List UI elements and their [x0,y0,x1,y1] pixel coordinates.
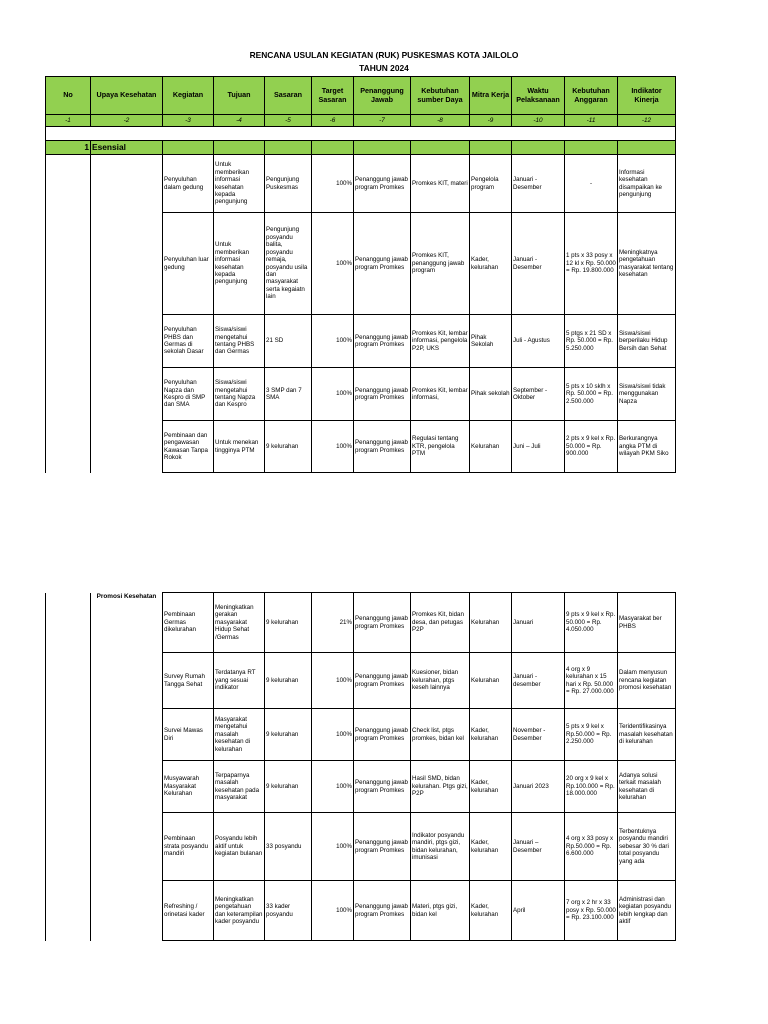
kegiatan-cell: Survey Rumah Tangga Sehat [163,653,214,709]
mitra-cell: Kader, kelurahan [470,881,512,941]
col-header-pj: Penanggung Jawab [354,77,411,115]
waktu-cell: April [512,881,565,941]
target-cell: 100% [312,368,354,421]
kegiatan-cell: Pembinaan dan pengawasan Kawasan Tanpa Rokok [163,421,214,473]
sasaran-cell: 3 SMP dan 7 SMA [265,368,312,421]
col-header-target: Target Sasaran [312,77,354,115]
waktu-cell: Juli - Agustus [512,315,565,368]
upaya-cell [91,813,163,881]
waktu-cell: Januari – Desember [512,813,565,881]
anggaran-cell: 5 pts x 10 sklh x Rp. 50.000 = Rp. 2.500.000 [565,368,618,421]
no-cell [46,881,91,941]
indikator-cell: Administrasi dan kegiatan posyandu lebih lengkap dan aktif [618,881,676,941]
sumber-cell: Hasil SMD, bidan kelurahan. Ptgs gizi, P2P [411,761,470,813]
pj-cell: Penanggung jawab program Promkes [354,421,411,473]
table-row [46,653,676,709]
indikator-cell: Berkurangnya angka PTM di wilayah PKM Siko [618,421,676,473]
no-cell [46,653,91,709]
tujuan-cell: Siswa/siswi mengetahui tentang PHBS dan Germas [214,315,265,368]
pj-cell: Penanggung jawab program Promkes [354,155,411,213]
upaya-cell [91,881,163,941]
upaya-cell [91,213,163,315]
sasaran-cell: Pengunjung posyandu balita, posyandu remaja, posyandu usila dan masyarakat serta kegaiatn lain [265,213,312,315]
tujuan-cell: Terpaparnya masalah kesehatan pada masyarakat [214,761,265,813]
pj-cell: Penanggung jawab program Promkes [354,653,411,709]
indikator-cell: Meningkatnya pengetahuan masyarakat tentang kesehatan [618,213,676,315]
tujuan-cell: Untuk memberikan informasi kesehatan kepada pengunjung [214,213,265,315]
target-cell: 100% [312,213,354,315]
target-cell: 21% [312,593,354,653]
sasaran-cell: 33 posyandu [265,813,312,881]
sasaran-cell: 9 kelurahan [265,761,312,813]
tujuan-cell: Untuk memberikan informasi kesehatan kepada pengunjung [214,155,265,213]
sasaran-cell: 21 SD [265,315,312,368]
section-cell [512,141,565,155]
no-cell [46,709,91,761]
col-header-anggaran: Kebutuhan Anggaran [565,77,618,115]
section-cell [618,141,676,155]
pj-cell: Penanggung jawab program Promkes [354,709,411,761]
sumber-cell: Promkes KIT, penanggung jawab program [411,213,470,315]
target-cell: 100% [312,421,354,473]
pj-cell: Penanggung jawab program Promkes [354,213,411,315]
pj-cell: Penanggung jawab program Promkes [354,593,411,653]
section-cell [411,141,470,155]
sumber-cell: Materi, ptgs gizi, bidan kel [411,881,470,941]
anggaran-cell: 2 pts x 9 kel x Rp. 50.000 = Rp. 900.000 [565,421,618,473]
tujuan-cell: Meningkatkan gerakan masyarakat Hidup Sehat /Germas [214,593,265,653]
mitra-cell: Kader, kelurahan [470,813,512,881]
no-cell [46,813,91,881]
col-header-sasaran: Sasaran [265,77,312,115]
section-cell [312,141,354,155]
no-cell [46,593,91,653]
col-number: -3 [163,115,214,127]
kegiatan-cell: Pembinaan Germas dikelurahan [163,593,214,653]
spacer-row [46,127,676,141]
col-number: -7 [354,115,411,127]
col-number: -2 [91,115,163,127]
sasaran-cell: 9 kelurahan [265,593,312,653]
kegiatan-cell: Penyuluhan luar gedung [163,213,214,315]
col-header-mitra: Mitra Kerja [470,77,512,115]
upaya-cell: Promosi Kesehatan [91,593,163,653]
spacer-cell [46,127,676,141]
anggaran-cell: 20 org x 9 kel x Rp.100.000 = Rp. 18.000.000 [565,761,618,813]
indikator-cell: Masyarakat ber PHBS [618,593,676,653]
mitra-cell: Kader, kelurahan [470,709,512,761]
col-number: -5 [265,115,312,127]
indikator-cell: Adanya solusi terkait masalah kesehatan di kelurahan [618,761,676,813]
table-row [46,368,676,421]
anggaran-cell: 5 ptgs x 21 SD x Rp. 50.000 = Rp. 5.250.000 [565,315,618,368]
no-cell [46,155,91,213]
col-number: -11 [565,115,618,127]
section-cell [214,141,265,155]
target-cell: 100% [312,315,354,368]
waktu-cell: Juni – Juli [512,421,565,473]
tujuan-cell: Siswa/siswi mengetahui tentang Napza dan Kespro [214,368,265,421]
section-name: Esensial [91,141,163,155]
no-cell [46,761,91,813]
pj-cell: Penanggung jawab program Promkes [354,881,411,941]
upaya-cell [91,709,163,761]
col-number: -12 [618,115,676,127]
col-number: -6 [312,115,354,127]
sasaran-cell: 9 kelurahan [265,421,312,473]
col-header-upaya: Upaya Kesehatan [91,77,163,115]
mitra-cell: Kader, kelurahan [470,213,512,315]
waktu-cell: Januari 2023 [512,761,565,813]
col-header-kegiatan: Kegiatan [163,77,214,115]
section-cell [354,141,411,155]
column-number-row [46,115,676,127]
table-row [46,593,676,653]
upaya-cell [91,653,163,709]
page-title: RENCANA USULAN KEGIATAN (RUK) PUSKESMAS KOTA JAILOLO [249,50,519,60]
anggaran-cell: - [565,155,618,213]
col-number: -8 [411,115,470,127]
waktu-cell: November - Desember [512,709,565,761]
mitra-cell: Pihak Sekolah [470,315,512,368]
no-cell [46,213,91,315]
sumber-cell: Kuesioner, bidan kelurahan, ptgs keseh lainnya [411,653,470,709]
indikator-cell: Teridentifikasinya masalah kesehatan di kelurahan [618,709,676,761]
sumber-cell: Promkes Kit, lembar informasi, pengelola P2P, UKS [411,315,470,368]
tujuan-cell: Terdatanya RT yang sesuai indikator [214,653,265,709]
anggaran-cell: 1 pts x 33 posy x 12 kl x Rp. 50.000 = Rp. 19.800.000 [565,213,618,315]
col-number: -1 [46,115,91,127]
col-header-indikator: Indikator Kinerja [618,77,676,115]
section-cell [265,141,312,155]
ruk-table-page1 [45,76,676,473]
waktu-cell: Januari - Desember [512,155,565,213]
indikator-cell: Siswa/siswi tidak menggunakan Napza [618,368,676,421]
sumber-cell: Check list, ptgs promkes, bidan kel [411,709,470,761]
upaya-cell [91,761,163,813]
kegiatan-cell: Pembinaan strata posyandu mandiri [163,813,214,881]
kegiatan-cell: Penyuluhan dalam gedung [163,155,214,213]
kegiatan-cell: Musyawarah Masyarakat Kelurahan [163,761,214,813]
sasaran-cell: 9 kelurahan [265,709,312,761]
table-row [46,421,676,473]
ruk-table-page2 [45,592,676,941]
target-cell: 100% [312,761,354,813]
col-number: -4 [214,115,265,127]
kegiatan-cell: Survei Mawas Diri [163,709,214,761]
col-header-waktu: Waktu Pelaksanaan [512,77,565,115]
header-row [46,77,676,115]
col-number: -9 [470,115,512,127]
tujuan-cell: Meningkatkan pengetahuan dan keterampilan kader posyandu [214,881,265,941]
table-row [46,813,676,881]
tujuan-cell: Masyarakat mengetahui masalah kesehatan di kelurahan [214,709,265,761]
no-cell [46,368,91,421]
anggaran-cell: 4 org x 9 kelurahan x 15 hari x Rp. 50.000 = Rp. 27.000.000 [565,653,618,709]
target-cell: 100% [312,155,354,213]
mitra-cell: Pengelola program [470,155,512,213]
table-row [46,315,676,368]
section-cell [163,141,214,155]
section-row [46,141,676,155]
table-row [46,881,676,941]
table-row [46,155,676,213]
sumber-cell: Promkes Kit, bidan desa, dan petugas P2P [411,593,470,653]
indikator-cell: Terbentuknya posyandu mandiri sebesar 30 % dari total posyandu yang ada [618,813,676,881]
sumber-cell: Regulasi tentang KTR, pengelola PTM [411,421,470,473]
table-row [46,213,676,315]
kegiatan-cell: Penyuluhan Napza dan Kespro di SMP dan SMA [163,368,214,421]
mitra-cell: Pihak sekolah [470,368,512,421]
target-cell: 100% [312,881,354,941]
indikator-cell: Dalam menyusun rencana kegiatan promosi kesehatan [618,653,676,709]
mitra-cell: Kader, kelurahan [470,761,512,813]
waktu-cell: September - Oktober [512,368,565,421]
anggaran-cell: 5 pts x 9 kel x Rp.50.000 = Rp. 2.250.000 [565,709,618,761]
pj-cell: Penanggung jawab program Promkes [354,761,411,813]
table-row [46,709,676,761]
pj-cell: Penanggung jawab program Promkes [354,813,411,881]
upaya-cell [91,315,163,368]
col-header-sumber: Kebutuhan sumber Daya [411,77,470,115]
col-header-no: No [46,77,91,115]
upaya-cell [91,155,163,213]
sasaran-cell: Pengunjung Puskesmas [265,155,312,213]
section-number: 1 [46,141,91,155]
mitra-cell: Kelurahan [470,593,512,653]
sumber-cell: Promkes KIT, materi [411,155,470,213]
target-cell: 100% [312,709,354,761]
mitra-cell: Kelurahan [470,421,512,473]
indikator-cell: Informasi kesehatan disampaikan ke pengunjung [618,155,676,213]
page-subtitle: TAHUN 2024 [359,63,409,73]
anggaran-cell: 9 pts x 9 kel x Rp. 50.000 = Rp. 4.050.000 [565,593,618,653]
kegiatan-cell: Refreshing / orinetasi kader [163,881,214,941]
pj-cell: Penanggung jawab program Promkes [354,368,411,421]
section-cell [470,141,512,155]
upaya-cell [91,368,163,421]
sumber-cell: Indikator posyandu mandiri, ptgs gizi, bidan kelurahan, imunisasi [411,813,470,881]
anggaran-cell: 7 org x 2 hr x 33 posy x Rp. 50.000 = Rp. 23.100.000 [565,881,618,941]
sumber-cell: Promkes Kit, lembar informasi, [411,368,470,421]
tujuan-cell: Untuk menekan tingginya PTM [214,421,265,473]
sasaran-cell: 9 kelurahan [265,653,312,709]
sasaran-cell: 33 kader posyandu [265,881,312,941]
waktu-cell: Januari - desember [512,653,565,709]
upaya-cell [91,421,163,473]
no-cell [46,421,91,473]
table-row [46,761,676,813]
tujuan-cell: Posyandu lebih aktif untuk kegiatan bulanan [214,813,265,881]
kegiatan-cell: Penyuluhan PHBS dan Germas di sekolah Dasar [163,315,214,368]
target-cell: 100% [312,813,354,881]
mitra-cell: Kelurahan [470,653,512,709]
no-cell [46,315,91,368]
pj-cell: Penanggung jawab program Promkes [354,315,411,368]
section-cell [565,141,618,155]
anggaran-cell: 4 org x 33 posy x Rp.50.000 = Rp. 6.600.000 [565,813,618,881]
col-number: -10 [512,115,565,127]
waktu-cell: Januari - Desember [512,213,565,315]
col-header-tujuan: Tujuan [214,77,265,115]
indikator-cell: Siswa/siswi berperilaku Hidup Bersih dan Sehat [618,315,676,368]
waktu-cell: Januari [512,593,565,653]
target-cell: 100% [312,653,354,709]
